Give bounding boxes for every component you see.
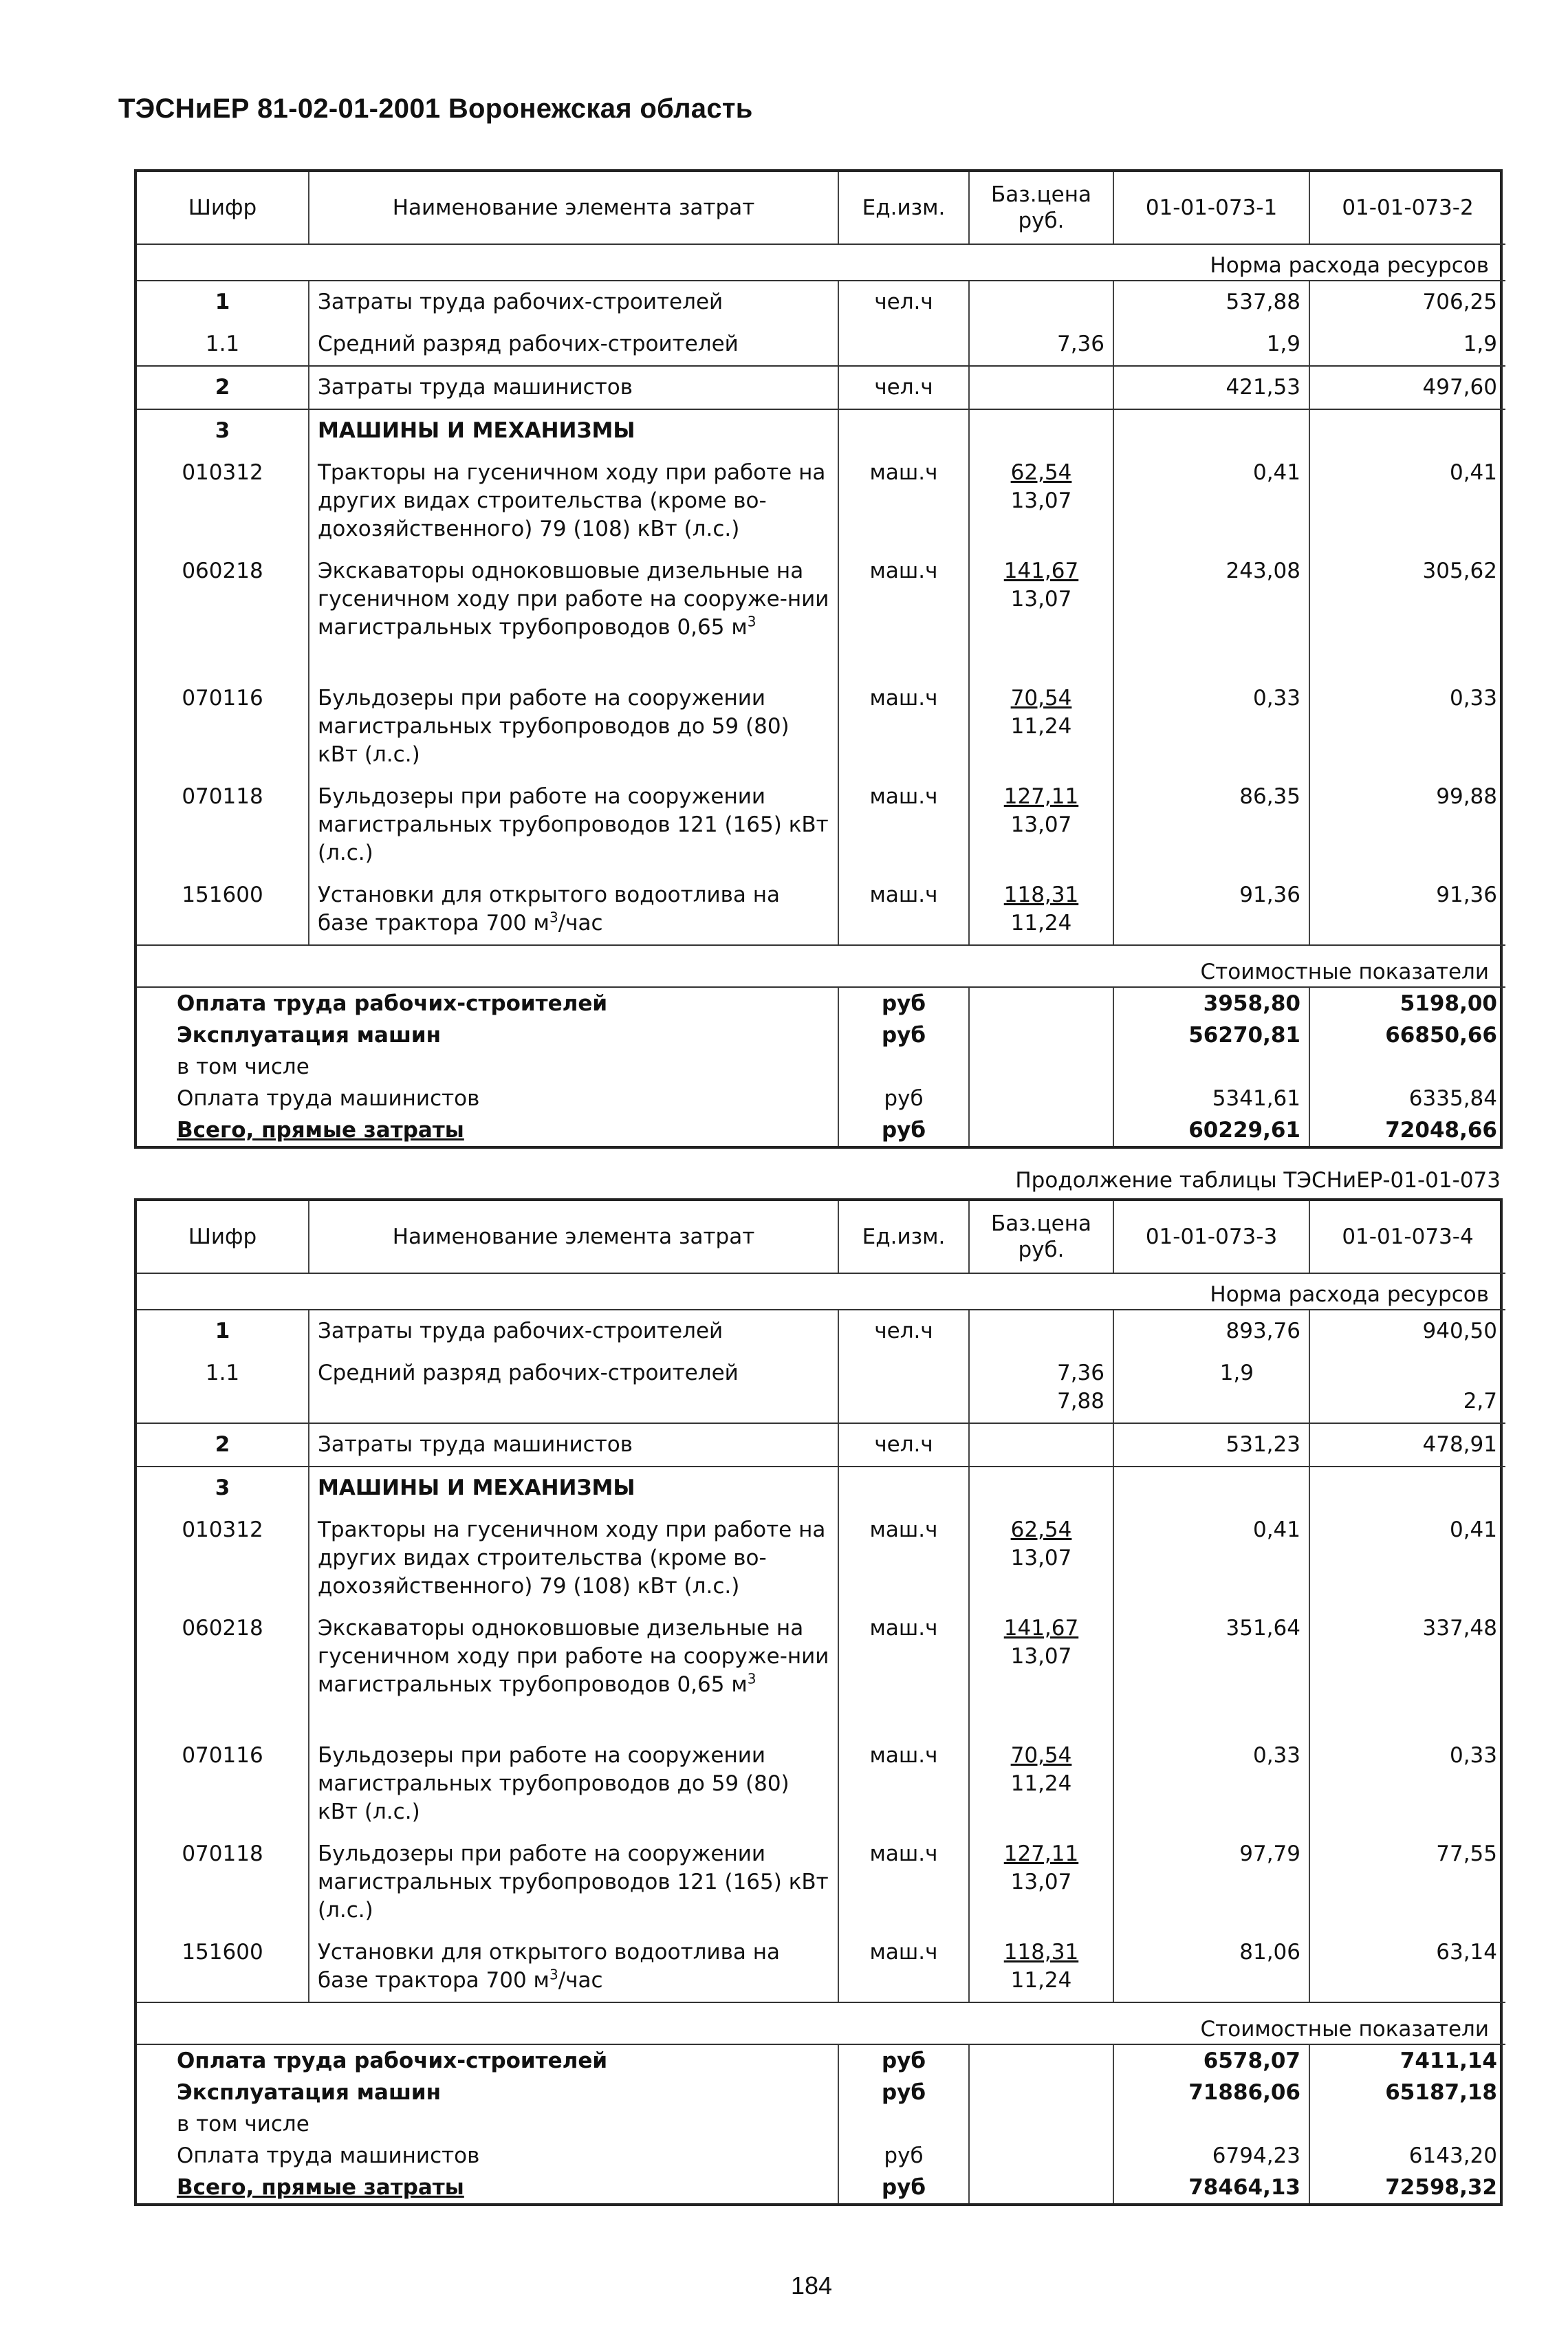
sum-unit: руб (838, 2044, 969, 2077)
norms-table-2 (134, 1198, 1503, 2206)
price-sub: 13,07 (1010, 488, 1072, 513)
row-price (969, 1608, 1113, 1735)
price-main: 127,11 (1003, 784, 1079, 809)
section-norm-row (137, 1273, 1505, 1310)
section-cost-row (137, 2002, 1505, 2044)
table-row (137, 323, 1505, 366)
table-header (137, 1201, 1505, 1273)
table-row (137, 281, 1505, 323)
row-value-a: 1,9 (1113, 323, 1309, 366)
document-title: ТЭСНиЕР 81-02-01-2001 Воронежская область (118, 94, 753, 124)
price-main: 70,54 (1010, 686, 1072, 711)
row-value-a: 91,36 (1113, 874, 1309, 945)
row-value-b: 77,55 (1309, 1833, 1505, 1932)
row-value-a: 893,76 (1113, 1310, 1309, 1352)
row-value-a: 351,64 (1113, 1608, 1309, 1735)
price-sub: 13,07 (1010, 1644, 1072, 1669)
price-main: 70,54 (1010, 1743, 1072, 1768)
row-code: 070118 (182, 784, 263, 809)
row-value-a: 1,9 (1113, 1352, 1309, 1423)
row-name: Тракторы на гусеничном ходу при работе на других видах строительства (кроме во-дохозяйственного) 79 (108) кВт (л.с.) (309, 1509, 838, 1608)
row-code: 070118 (182, 1841, 263, 1866)
header-name: Наименование элемента затрат (309, 1201, 838, 1273)
table-row (137, 1833, 1505, 1932)
row-value-b: 940,50 (1309, 1310, 1505, 1352)
sum-unit: руб (838, 1114, 969, 1146)
sum-label: Всего, прямые затраты (177, 1118, 464, 1143)
sum-value-b: 66850,66 (1309, 1019, 1505, 1051)
section-norm-row (137, 244, 1505, 281)
section-cost-label: Стоимостные показатели (137, 2002, 1505, 2044)
sum-value-b: 6143,20 (1309, 2140, 1505, 2172)
superscript: 3 (747, 613, 756, 630)
header-price (969, 1201, 1113, 1273)
row-value-b: 497,60 (1309, 366, 1505, 409)
row-code: 060218 (182, 1616, 263, 1641)
sum-label: Оплата труда машинистов (177, 1086, 480, 1111)
sum-label: Оплата труда рабочих-строителей (177, 991, 608, 1016)
row-name-suffix: /час (558, 1968, 603, 1993)
table-row (137, 366, 1505, 409)
row-code: 1 (215, 1319, 230, 1343)
section-norm-label: Норма расхода ресурсов (137, 244, 1505, 281)
row-code: 2 (137, 366, 309, 409)
sum-row (137, 2108, 1505, 2140)
table-row (137, 1608, 1505, 1735)
row-name: Тракторы на гусеничном ходу при работе на других видах строительства (кроме во-дохозяйственного) 79 (108) кВт (л.с.) (309, 452, 838, 550)
sum-unit: руб (838, 2077, 969, 2108)
sum-value-a: 5341,61 (1113, 1083, 1309, 1114)
row-name (309, 1932, 838, 2002)
price-main: 118,31 (1003, 883, 1079, 907)
table-row (137, 1932, 1505, 2002)
sum-label: Оплата труда рабочих-строителей (177, 2048, 608, 2073)
row-value-a: 0,41 (1113, 1509, 1309, 1608)
sum-row (137, 2044, 1505, 2077)
sum-label: Эксплуатация машин (177, 2080, 442, 2105)
price-sub: 11,24 (1010, 911, 1072, 936)
sum-unit: руб (838, 1019, 969, 1051)
sum-value-b: 5198,00 (1309, 987, 1505, 1019)
row-name: Бульдозеры при работе на сооружении магистральных трубопроводов до 59 (80) кВт (л.с.) (309, 1735, 838, 1833)
row-unit: маш.ч (838, 550, 969, 678)
row-price (969, 1833, 1113, 1932)
price-sub: 13,07 (1010, 812, 1072, 837)
row-name-text: Экскаваторы одноковшовые дизельные на гусеничном ходу при работе на сооруже-нии магистральных трубопроводов 0,65 м (318, 559, 829, 640)
sum-value-a: 60229,61 (1113, 1114, 1309, 1146)
row-price (969, 281, 1113, 323)
sum-unit: руб (838, 2140, 969, 2172)
sum-row (137, 2172, 1505, 2203)
row-price (969, 1509, 1113, 1608)
row-unit: маш.ч (838, 874, 969, 945)
header-col-b: 01-01-073-4 (1309, 1201, 1505, 1273)
price-sub: 13,07 (1010, 587, 1072, 612)
table-row (137, 678, 1505, 776)
row-value-b: 1,9 (1309, 323, 1505, 366)
row-value-a: 86,35 (1113, 776, 1309, 874)
header-code: Шифр (137, 172, 309, 244)
row-unit: маш.ч (838, 1932, 969, 2002)
row-name (309, 1608, 838, 1735)
row-value-b: 2,7 (1309, 1352, 1505, 1423)
row-unit (838, 323, 969, 366)
sum-value-a: 3958,80 (1113, 987, 1309, 1019)
table-header (137, 172, 1505, 244)
table-row (137, 776, 1505, 874)
price-main: 118,31 (1003, 1940, 1079, 1965)
row-price (969, 1352, 1113, 1423)
table-row (137, 1310, 1505, 1352)
row-unit: чел.ч (838, 1310, 969, 1352)
row-unit (838, 1352, 969, 1423)
price-main: 141,67 (1003, 559, 1079, 583)
row-name: Бульдозеры при работе на сооружении магистральных трубопроводов 121 (165) кВт (л.с.) (309, 776, 838, 874)
price-sub: 11,24 (1010, 714, 1072, 739)
sum-label: Всего, прямые затраты (177, 2175, 464, 2200)
row-value-a: 421,53 (1113, 366, 1309, 409)
table-row (137, 1423, 1505, 1467)
header-price-line2: руб. (1018, 1237, 1065, 1262)
price-main: 7,36 (1056, 1361, 1104, 1385)
row-code: 1 (215, 290, 230, 314)
section-cost-label: Стоимостные показатели (137, 945, 1505, 987)
row-value-a: 0,33 (1113, 1735, 1309, 1833)
row-name-suffix: /час (558, 911, 603, 936)
norms-table-1 (134, 169, 1503, 1149)
row-name: Средний разряд рабочих-строителей (309, 323, 838, 366)
row-value-a: 243,08 (1113, 550, 1309, 678)
sum-value-a: 71886,06 (1113, 2077, 1309, 2108)
row-code: 151600 (137, 1932, 309, 2002)
row-value-b: 0,41 (1309, 1509, 1505, 1608)
row-name (309, 550, 838, 678)
row-value-b: 91,36 (1309, 874, 1505, 945)
row-unit: чел.ч (838, 366, 969, 409)
row-code: 2 (137, 1423, 309, 1467)
row-name-text: Установки для открытого водоотлива на базе трактора 700 м (318, 883, 781, 936)
superscript: 3 (747, 1670, 756, 1687)
row-value-a: 531,23 (1113, 1423, 1309, 1467)
row-name (309, 874, 838, 945)
sum-unit: руб (838, 2172, 969, 2203)
header-price-line1: Баз.цена (990, 182, 1092, 207)
row-unit: чел.ч (838, 1423, 969, 1467)
price-main: 62,54 (1010, 1517, 1072, 1542)
row-code: 060218 (182, 559, 263, 583)
header-price (969, 172, 1113, 244)
page-number: 184 (791, 2271, 833, 2300)
sum-row (137, 1083, 1505, 1114)
header-col-a: 01-01-073-3 (1113, 1201, 1309, 1273)
header-price-line1: Баз.цена (990, 1211, 1092, 1236)
row-name: Затраты труда машинистов (309, 366, 838, 409)
header-unit: Ед.изм. (838, 1201, 969, 1273)
table-row (137, 1352, 1505, 1423)
row-name: МАШИНЫ И МЕХАНИЗМЫ (309, 409, 838, 452)
row-value-b: 0,33 (1309, 678, 1505, 776)
price-sub: 13,07 (1010, 1546, 1072, 1570)
header-unit: Ед.изм. (838, 172, 969, 244)
sum-value-b: 65187,18 (1309, 2077, 1505, 2108)
superscript: 3 (549, 909, 558, 926)
row-value-a: 537,88 (1113, 281, 1309, 323)
table-row (137, 452, 1505, 550)
header-price-line2: руб. (1018, 208, 1065, 233)
row-value-b: 0,33 (1309, 1735, 1505, 1833)
row-unit: маш.ч (838, 1608, 969, 1735)
price-main: 127,11 (1003, 1841, 1079, 1866)
price-secondary: 7,88 (1056, 1389, 1104, 1414)
row-price (969, 1310, 1113, 1352)
row-unit: маш.ч (838, 452, 969, 550)
price-sub: 11,24 (1010, 1968, 1072, 1993)
row-code: 010312 (182, 1517, 263, 1542)
sum-unit: руб (838, 1083, 969, 1114)
sum-value-a: 6794,23 (1113, 2140, 1309, 2172)
table-row (137, 550, 1505, 678)
header-code: Шифр (137, 1201, 309, 1273)
sum-label: Эксплуатация машин (177, 1023, 442, 1048)
row-value-a: 81,06 (1113, 1932, 1309, 2002)
row-value-b: 63,14 (1309, 1932, 1505, 2002)
sum-row (137, 1114, 1505, 1146)
row-price (969, 366, 1113, 409)
sum-value-a: 78464,13 (1113, 2172, 1309, 2203)
row-name: Затраты труда рабочих-строителей (309, 1310, 838, 1352)
row-unit: маш.ч (838, 1509, 969, 1608)
row-price (969, 452, 1113, 550)
row-value-b: 305,62 (1309, 550, 1505, 678)
row-unit: маш.ч (838, 678, 969, 776)
row-code: 010312 (182, 460, 263, 485)
row-name: Затраты труда рабочих-строителей (309, 281, 838, 323)
row-price (969, 1735, 1113, 1833)
price-main: 141,67 (1003, 1616, 1079, 1641)
row-value-b: 337,48 (1309, 1608, 1505, 1735)
row-code: 3 (215, 418, 230, 443)
section-norm-label: Норма расхода ресурсов (137, 1273, 1505, 1310)
header-col-a: 01-01-073-1 (1113, 172, 1309, 244)
price-sub: 11,24 (1010, 1771, 1072, 1796)
table-row (137, 409, 1505, 452)
row-code: 151600 (137, 874, 309, 945)
row-name-text: Установки для открытого водоотлива на базе трактора 700 м (318, 1940, 781, 1993)
row-unit: маш.ч (838, 1735, 969, 1833)
sum-row (137, 2077, 1505, 2108)
sum-value-a: 56270,81 (1113, 1019, 1309, 1051)
sum-value-a: 6578,07 (1113, 2044, 1309, 2077)
superscript: 3 (549, 1966, 558, 1983)
sum-row (137, 1019, 1505, 1051)
row-name-text: Экскаваторы одноковшовые дизельные на гусеничном ходу при работе на сооруже-нии магистральных трубопроводов 0,65 м (318, 1616, 829, 1697)
row-price (969, 678, 1113, 776)
table-row (137, 1735, 1505, 1833)
row-value-a: 0,33 (1113, 678, 1309, 776)
sum-unit: руб (838, 987, 969, 1019)
row-value-b: 478,91 (1309, 1423, 1505, 1467)
section-cost-row (137, 945, 1505, 987)
sum-value-b: 7411,14 (1309, 2044, 1505, 2077)
table-row (137, 874, 1505, 945)
row-price (969, 1423, 1113, 1467)
sum-row (137, 987, 1505, 1019)
row-value-b: 0,41 (1309, 452, 1505, 550)
row-value-b: 99,88 (1309, 776, 1505, 874)
sum-row (137, 2140, 1505, 2172)
row-unit: маш.ч (838, 1833, 969, 1932)
row-name: Бульдозеры при работе на сооружении магистральных трубопроводов 121 (165) кВт (л.с.) (309, 1833, 838, 1932)
header-name: Наименование элемента затрат (309, 172, 838, 244)
row-code: 070116 (182, 686, 263, 711)
row-price: 7,36 (969, 323, 1113, 366)
row-name: Средний разряд рабочих-строителей (309, 1352, 838, 1423)
sum-label: в том числе (177, 1055, 309, 1079)
row-price (969, 874, 1113, 945)
sum-value-b: 6335,84 (1309, 1083, 1505, 1114)
row-price (969, 1932, 1113, 2002)
row-price (969, 776, 1113, 874)
row-value-a: 97,79 (1113, 1833, 1309, 1932)
row-value-a: 0,41 (1113, 452, 1309, 550)
sum-label: в том числе (177, 2112, 309, 2137)
row-code: 1.1 (137, 1352, 309, 1423)
row-name: Бульдозеры при работе на сооружении магистральных трубопроводов до 59 (80) кВт (л.с.) (309, 678, 838, 776)
row-code: 1.1 (137, 323, 309, 366)
header-col-b: 01-01-073-2 (1309, 172, 1505, 244)
price-main: 62,54 (1010, 460, 1072, 485)
sum-row (137, 1051, 1505, 1083)
continuation-caption: Продолжение таблицы ТЭСНиЕР-01-01-073 (1015, 1168, 1501, 1193)
sum-value-b: 72048,66 (1309, 1114, 1505, 1146)
table-row (137, 1509, 1505, 1608)
row-code: 3 (215, 1475, 230, 1500)
table-row (137, 1467, 1505, 1509)
row-value-b: 706,25 (1309, 281, 1505, 323)
price-sub: 13,07 (1010, 1870, 1072, 1894)
row-price (969, 550, 1113, 678)
row-unit: маш.ч (838, 776, 969, 874)
row-code: 070116 (182, 1743, 263, 1768)
row-unit: чел.ч (838, 281, 969, 323)
sum-label: Оплата труда машинистов (177, 2143, 480, 2168)
row-name: МАШИНЫ И МЕХАНИЗМЫ (309, 1467, 838, 1509)
row-name: Затраты труда машинистов (309, 1423, 838, 1467)
sum-value-b: 72598,32 (1309, 2172, 1505, 2203)
